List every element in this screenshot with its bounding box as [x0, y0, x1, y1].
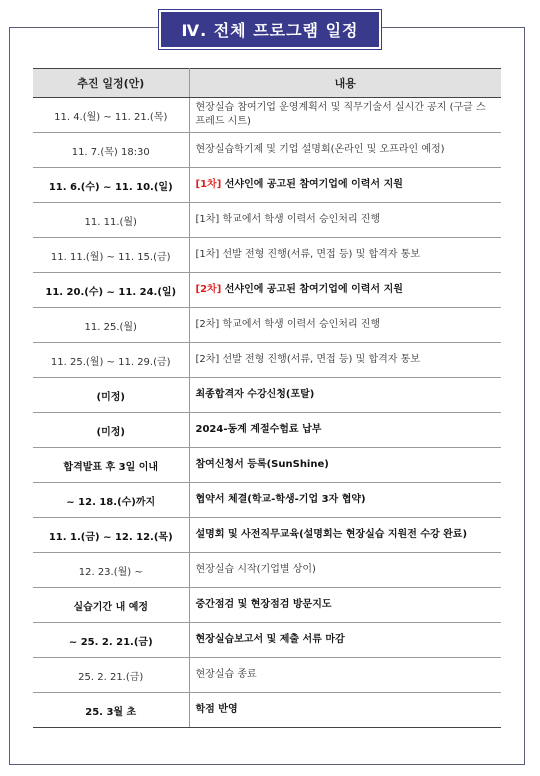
schedule-description	[189, 553, 501, 588]
table-row	[33, 273, 501, 308]
table-row	[33, 693, 501, 728]
schedule-date: 12. 23.(월) ~	[33, 553, 189, 588]
schedule-date: 25. 3월 초	[33, 693, 189, 728]
table-row	[33, 553, 501, 588]
schedule-date: 25. 2. 21.(금)	[33, 658, 189, 693]
description-text: [2차] 학교에서 학생 이력서 승인처리 진행	[195, 319, 381, 330]
schedule-date: 11. 1.(금) ~ 12. 12.(목)	[33, 518, 189, 553]
table-row	[33, 448, 501, 483]
schedule-date: 11. 7.(목) 18:30	[33, 133, 189, 168]
table-row	[33, 623, 501, 658]
schedule-description	[189, 98, 501, 133]
header-schedule: 추진 일정(안)	[33, 69, 189, 98]
table-row	[33, 378, 501, 413]
description-text: 현장실습학기제 및 기업 설명회(온라인 및 오프라인 예정)	[195, 144, 445, 155]
schedule-description	[189, 203, 501, 238]
description-text: 현장실습 종료	[195, 669, 257, 680]
table-row	[33, 658, 501, 693]
description-text: [1차] 학교에서 학생 이력서 승인처리 진행	[195, 214, 381, 225]
description-text: [2차] 선발 전형 진행(서류, 면접 등) 및 합격자 통보	[195, 354, 420, 365]
description-text: 협약서 체결(학교-학생-기업 3자 협약)	[195, 494, 366, 505]
schedule-date: (미정)	[33, 413, 189, 448]
schedule-description	[189, 343, 501, 378]
schedule-date: ~ 25. 2. 21.(금)	[33, 623, 189, 658]
table-row	[33, 238, 501, 273]
table-row	[33, 133, 501, 168]
schedule-description	[189, 658, 501, 693]
schedule-date: 11. 11.(월)	[33, 203, 189, 238]
schedule-description	[189, 168, 501, 203]
schedule-date: 11. 25.(월)	[33, 308, 189, 343]
table-row	[33, 588, 501, 623]
table-row	[33, 518, 501, 553]
schedule-date: 11. 20.(수) ~ 11. 24.(일)	[33, 273, 189, 308]
description-text: 최종합격자 수강신청(포탈)	[195, 389, 315, 400]
description-text: 현장실습보고서 및 제출 서류 마감	[195, 634, 345, 645]
schedule-date: 11. 11.(월) ~ 11. 15.(금)	[33, 238, 189, 273]
schedule-date: 11. 4.(월) ~ 11. 21.(목)	[33, 98, 189, 133]
schedule-description	[189, 693, 501, 728]
schedule-date: 합격발표 후 3일 이내	[33, 448, 189, 483]
round-tag: [1차]	[195, 179, 222, 190]
schedule-date: 11. 25.(월) ~ 11. 29.(금)	[33, 343, 189, 378]
table-row	[33, 203, 501, 238]
schedule-description	[189, 133, 501, 168]
title-wrap	[0, 10, 540, 49]
schedule-description	[189, 413, 501, 448]
section-title: Ⅳ. 전체 프로그램 일정	[159, 10, 380, 49]
description-text: 선샤인에 공고된 참여기업에 이력서 지원	[221, 284, 403, 295]
description-text: 현장실습 시작(기업별 상이)	[195, 564, 316, 575]
description-text: 선샤인에 공고된 참여기업에 이력서 지원	[221, 179, 403, 190]
round-tag: [2차]	[195, 284, 222, 295]
table-row	[33, 98, 501, 133]
schedule-table	[33, 68, 501, 728]
description-text: 중간점검 및 현장점검 방문지도	[195, 599, 332, 610]
description-text: 설명회 및 사전직무교육(설명회는 현장실습 지원전 수강 완료)	[195, 529, 468, 540]
table-row	[33, 483, 501, 518]
schedule-description	[189, 238, 501, 273]
table-row	[33, 168, 501, 203]
table-row	[33, 308, 501, 343]
schedule-date: ~ 12. 18.(수)까지	[33, 483, 189, 518]
schedule-description	[189, 273, 501, 308]
description-text: 참여신청서 등록(SunShine)	[195, 459, 329, 470]
header-content: 내용	[189, 69, 501, 98]
schedule-description	[189, 518, 501, 553]
schedule-description	[189, 308, 501, 343]
table-header-row	[33, 69, 501, 98]
schedule-description	[189, 623, 501, 658]
schedule-date: (미정)	[33, 378, 189, 413]
description-text: 2024-동계 계절수험료 납부	[195, 424, 322, 435]
schedule-description	[189, 588, 501, 623]
schedule-date: 11. 6.(수) ~ 11. 10.(일)	[33, 168, 189, 203]
table-row	[33, 343, 501, 378]
schedule-description	[189, 483, 501, 518]
schedule-description	[189, 448, 501, 483]
description-text: [1차] 선발 전형 진행(서류, 면접 등) 및 합격자 통보	[195, 249, 420, 260]
description-text: 현장실습 참여기업 운영계획서 및 직무기술서 실시간 공지 (구글 스프레드 시트)	[195, 102, 486, 127]
description-text: 학점 반영	[195, 704, 238, 715]
schedule-date: 실습기간 내 예정	[33, 588, 189, 623]
schedule-description	[189, 378, 501, 413]
table-row	[33, 413, 501, 448]
